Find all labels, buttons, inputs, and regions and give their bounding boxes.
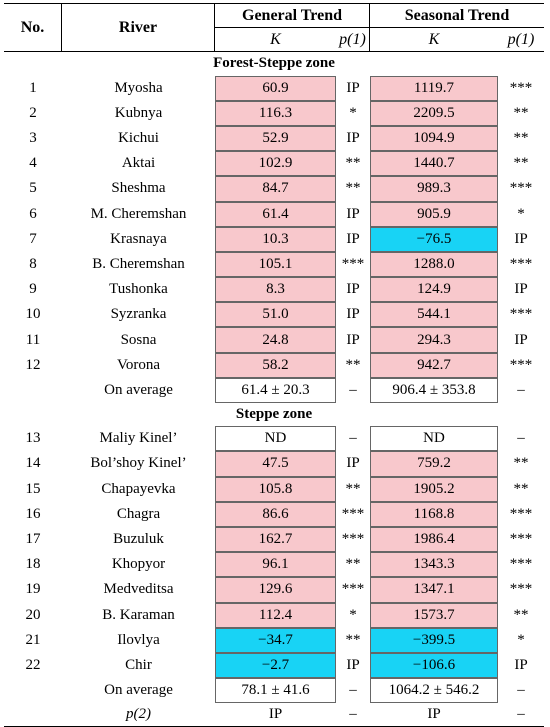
river-name: Krasnaya: [110, 230, 167, 247]
header-general-k: K: [215, 28, 336, 52]
general-k-value: 105.8: [215, 477, 336, 502]
river-name: Sheshma: [111, 180, 166, 197]
footer-label: p(2): [62, 703, 215, 727]
general-p-value: **: [345, 155, 361, 172]
row-number: 12: [25, 356, 41, 373]
general-k-value: 116.3: [215, 101, 336, 126]
river-name: Bol’shoy Kinel’: [90, 455, 187, 472]
average-general-p: –: [349, 682, 357, 699]
table-row: [4, 653, 544, 678]
row-number: 20: [25, 606, 41, 623]
footer-general-k: IP: [215, 703, 336, 727]
general-k-value: 102.9: [215, 151, 336, 176]
seasonal-p-value: IP: [514, 230, 528, 247]
row-number: 5: [29, 180, 37, 197]
seasonal-k-value: 1573.7: [370, 603, 498, 628]
seasonal-p-value: ***: [509, 180, 533, 197]
general-p-value: IP: [346, 331, 360, 348]
table-row: [4, 76, 544, 101]
seasonal-k-value: 759.2: [370, 451, 498, 476]
river-name: Maliy Kinel’: [99, 430, 178, 447]
general-p-value: IP: [346, 79, 360, 96]
header-seasonal-k: K: [370, 28, 498, 52]
river-name: Buzuluk: [113, 531, 164, 548]
general-p-value: **: [345, 480, 361, 497]
general-p-value: IP: [346, 306, 360, 323]
row-number: 9: [29, 281, 37, 298]
river-name: B. Karaman: [102, 606, 175, 623]
general-k-value: −2.7: [215, 653, 336, 678]
table-row: [4, 227, 544, 252]
general-k-value: 52.9: [215, 126, 336, 151]
header-seasonal-p1: p(1): [498, 28, 544, 52]
row-number: 1: [29, 79, 37, 96]
table-row: [4, 577, 544, 602]
seasonal-p-value: ***: [509, 505, 533, 522]
seasonal-p-value: ***: [509, 581, 533, 598]
row-number: 16: [25, 505, 41, 522]
table-row: [4, 603, 544, 628]
seasonal-p-value: **: [513, 455, 529, 472]
table-row: [4, 426, 544, 451]
zone-title: Steppe zone: [235, 406, 313, 423]
river-name: Sosna: [120, 331, 157, 348]
seasonal-p-value: **: [513, 480, 529, 497]
row-number: 8: [29, 255, 37, 272]
header-seasonal-trend: Seasonal Trend: [370, 3, 544, 28]
row-number: 4: [29, 155, 37, 172]
significance-row: [4, 703, 544, 727]
general-k-value: −34.7: [215, 628, 336, 653]
average-row: [4, 378, 544, 403]
seasonal-k-value: 942.7: [370, 353, 498, 378]
seasonal-k-value: 294.3: [370, 327, 498, 352]
seasonal-k-value: 544.1: [370, 302, 498, 327]
general-p-value: **: [345, 356, 361, 373]
river-name: Chapayevka: [101, 480, 176, 497]
average-general-k: 61.4 ± 20.3: [215, 378, 336, 403]
average-general-k: 78.1 ± 41.6: [215, 678, 336, 703]
seasonal-k-value: −106.6: [370, 653, 498, 678]
table-row: [4, 451, 544, 476]
row-number: 22: [25, 656, 41, 673]
river-name: Medveditsa: [103, 581, 174, 598]
table-row: [4, 353, 544, 378]
general-k-value: 51.0: [215, 302, 336, 327]
average-general-p: –: [349, 381, 357, 398]
river-name: Ilovlya: [117, 631, 160, 648]
seasonal-p-value: **: [513, 155, 529, 172]
seasonal-k-value: 1094.9: [370, 126, 498, 151]
average-seasonal-k: 1064.2 ± 546.2: [370, 678, 498, 703]
table-row: [4, 502, 544, 527]
seasonal-p-value: **: [513, 104, 529, 121]
general-k-value: 24.8: [215, 327, 336, 352]
general-p-value: IP: [346, 205, 360, 222]
row-number: 10: [25, 306, 41, 323]
seasonal-p-value: ***: [509, 255, 533, 272]
seasonal-k-value: 124.9: [370, 277, 498, 302]
row-number: 19: [25, 581, 41, 598]
zone-row: [4, 403, 544, 426]
general-k-value: 86.6: [215, 502, 336, 527]
table-row: [4, 151, 544, 176]
row-number: 6: [29, 205, 37, 222]
table-row: [4, 202, 544, 227]
average-label: On average: [104, 682, 173, 699]
row-number: 11: [25, 331, 41, 348]
table-row: [4, 101, 544, 126]
trend-table: [4, 3, 544, 727]
seasonal-p-value: ***: [509, 306, 533, 323]
average-label: On average: [104, 381, 173, 398]
footer-seasonal-p: –: [498, 703, 544, 727]
table-body: [4, 52, 544, 727]
row-number: 18: [25, 556, 41, 573]
seasonal-p-value: –: [517, 430, 525, 447]
river-name: Chagra: [116, 505, 161, 522]
zone-title: Forest-Steppe zone: [213, 55, 335, 72]
seasonal-k-value: −399.5: [370, 628, 498, 653]
seasonal-p-value: ***: [509, 531, 533, 548]
river-name: Kubnya: [114, 104, 163, 121]
zone-row: [4, 52, 544, 75]
general-p-value: *: [349, 606, 357, 623]
table-row: [4, 176, 544, 201]
seasonal-p-value: IP: [514, 281, 528, 298]
general-k-value: 58.2: [215, 353, 336, 378]
general-k-value: 8.3: [215, 277, 336, 302]
seasonal-k-value: ND: [370, 426, 498, 451]
seasonal-k-value: 905.9: [370, 202, 498, 227]
footer-general-p: –: [336, 703, 370, 727]
general-k-value: 129.6: [215, 577, 336, 602]
river-name: M. Cheremshan: [90, 205, 187, 222]
general-p-value: ***: [341, 581, 365, 598]
general-p-value: IP: [346, 656, 360, 673]
row-number: 2: [29, 104, 37, 121]
general-p-value: IP: [346, 281, 360, 298]
seasonal-k-value: 1343.3: [370, 552, 498, 577]
footer-seasonal-k: IP: [370, 703, 498, 727]
general-p-value: **: [345, 631, 361, 648]
row-number: 21: [25, 631, 41, 648]
table-row: [4, 252, 544, 277]
table-row: [4, 302, 544, 327]
general-p-value: **: [345, 556, 361, 573]
seasonal-k-value: −76.5: [370, 227, 498, 252]
header-river: River: [62, 3, 215, 52]
table-row: [4, 628, 544, 653]
footer-spacer: [4, 703, 62, 727]
general-p-value: ***: [341, 255, 365, 272]
seasonal-p-value: **: [513, 130, 529, 147]
river-name: Chir: [125, 656, 152, 673]
seasonal-k-value: 2209.5: [370, 101, 498, 126]
header-no: No.: [4, 3, 62, 52]
average-seasonal-p: –: [517, 682, 525, 699]
general-k-value: 84.7: [215, 176, 336, 201]
river-name: Syzranka: [110, 306, 167, 323]
table-row: [4, 277, 544, 302]
seasonal-k-value: 1288.0: [370, 252, 498, 277]
row-number: 14: [25, 455, 41, 472]
general-p-value: IP: [346, 130, 360, 147]
seasonal-k-value: 1168.8: [370, 502, 498, 527]
river-name: Aktai: [121, 155, 156, 172]
average-spacer: [4, 378, 62, 403]
seasonal-k-value: 1986.4: [370, 527, 498, 552]
seasonal-p-value: ***: [509, 556, 533, 573]
table-row: [4, 477, 544, 502]
river-name: Kichui: [118, 130, 159, 147]
seasonal-k-value: 1440.7: [370, 151, 498, 176]
header-general-trend: General Trend: [215, 3, 370, 28]
seasonal-p-value: ***: [509, 356, 533, 373]
row-number: 3: [29, 130, 37, 147]
seasonal-p-value: *: [517, 631, 525, 648]
river-name: Vorona: [116, 356, 161, 373]
general-k-value: 96.1: [215, 552, 336, 577]
general-k-value: 112.4: [215, 603, 336, 628]
river-name: Tushonka: [109, 281, 168, 298]
river-name: Myosha: [114, 79, 163, 96]
general-p-value: **: [345, 180, 361, 197]
general-k-value: 162.7: [215, 527, 336, 552]
row-number: 17: [25, 531, 41, 548]
row-number: 7: [29, 230, 37, 247]
seasonal-p-value: IP: [514, 331, 528, 348]
general-k-value: 10.3: [215, 227, 336, 252]
general-p-value: IP: [346, 230, 360, 247]
seasonal-p-value: ***: [509, 79, 533, 96]
general-p-value: –: [349, 430, 357, 447]
general-k-value: 60.9: [215, 76, 336, 101]
seasonal-k-value: 1119.7: [370, 76, 498, 101]
general-p-value: *: [349, 104, 357, 121]
table-row: [4, 327, 544, 352]
river-name: Khopyor: [111, 556, 166, 573]
general-k-value: ND: [215, 426, 336, 451]
seasonal-p-value: **: [513, 606, 529, 623]
general-k-value: 61.4: [215, 202, 336, 227]
table-row: [4, 527, 544, 552]
seasonal-k-value: 1905.2: [370, 477, 498, 502]
seasonal-p-value: *: [517, 205, 525, 222]
row-number: 13: [25, 430, 41, 447]
row-number: 15: [25, 480, 41, 497]
seasonal-k-value: 989.3: [370, 176, 498, 201]
seasonal-k-value: 1347.1: [370, 577, 498, 602]
average-seasonal-p: –: [517, 381, 525, 398]
general-k-value: 47.5: [215, 451, 336, 476]
river-name: B. Cheremshan: [92, 255, 185, 272]
general-p-value: ***: [341, 531, 365, 548]
seasonal-p-value: IP: [514, 656, 528, 673]
header-general-p1: p(1): [336, 28, 370, 52]
general-k-value: 105.1: [215, 252, 336, 277]
table-row: [4, 552, 544, 577]
average-seasonal-k: 906.4 ± 353.8: [370, 378, 498, 403]
general-p-value: ***: [341, 505, 365, 522]
table-row: [4, 126, 544, 151]
general-p-value: IP: [346, 455, 360, 472]
